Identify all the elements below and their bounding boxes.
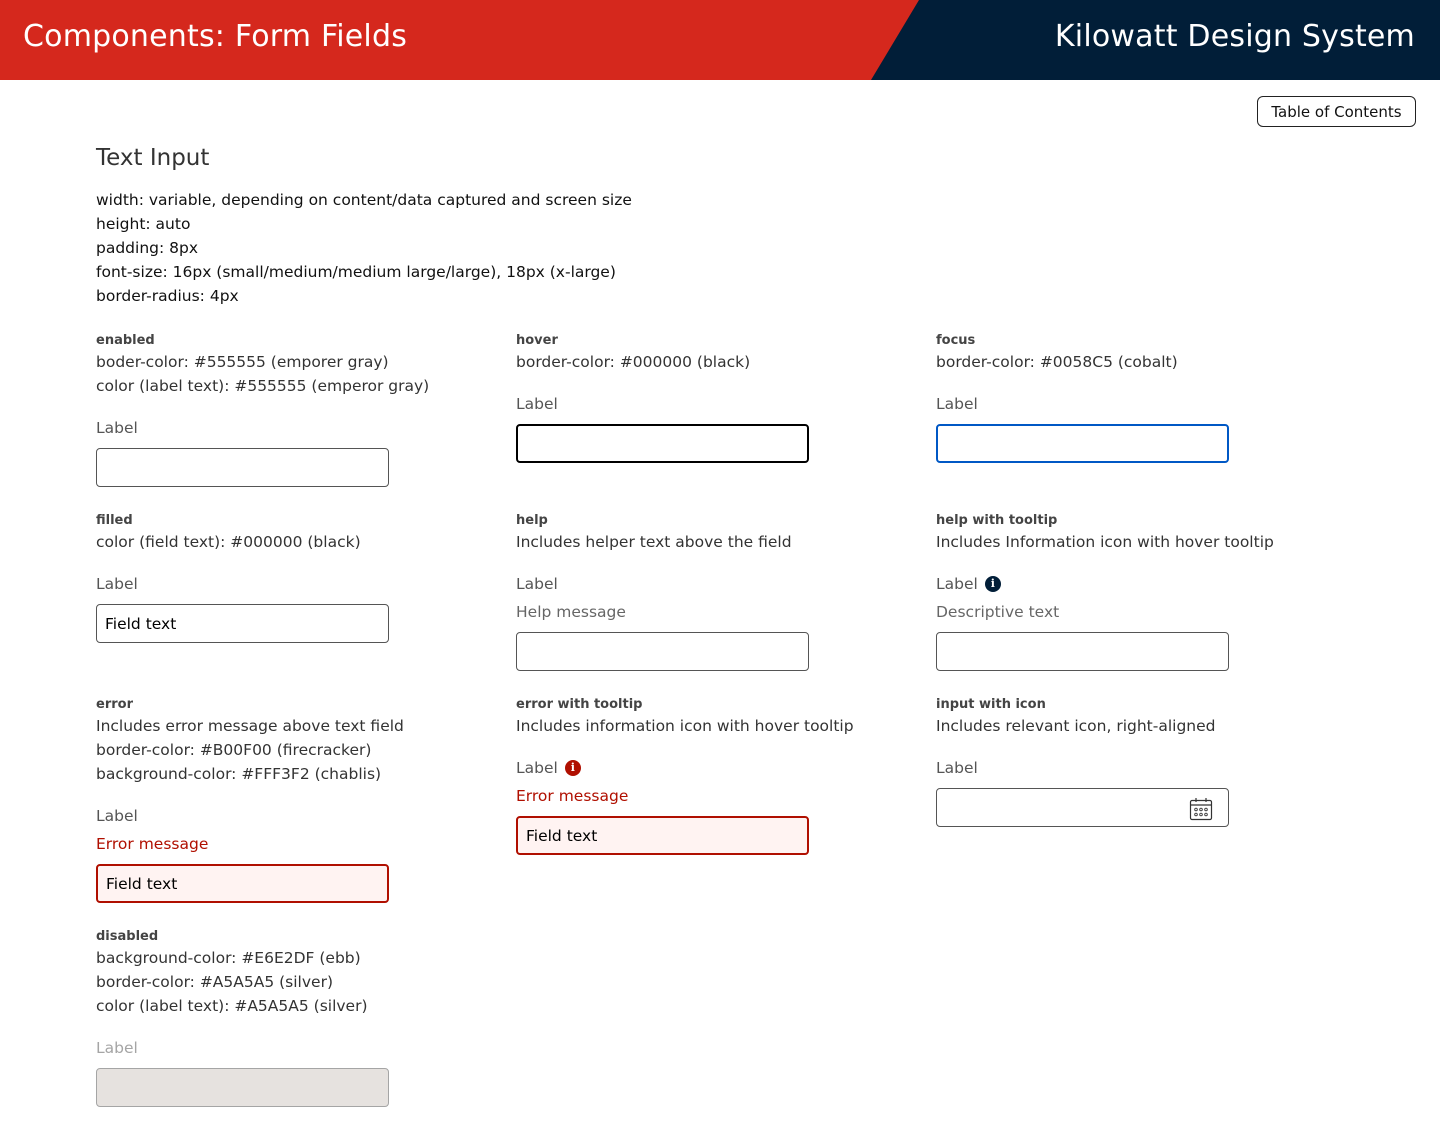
variant-focus (936, 332, 1326, 463)
page-title: Components: Form Fields (23, 19, 408, 54)
field-label: Label (936, 759, 978, 777)
state-desc: background-color: #FFF3F2 (chablis) (96, 765, 382, 783)
spec-border-radius: border-radius: 4px (96, 287, 239, 305)
field-label: Label i (516, 756, 906, 780)
focus-text-input[interactable] (936, 424, 1229, 463)
field-label: Label (516, 575, 558, 593)
filled-text-input[interactable] (96, 604, 389, 643)
state-heading: focus (936, 333, 976, 348)
state-desc: border-color: #A5A5A5 (silver) (96, 973, 333, 991)
spec-list (96, 188, 632, 308)
state-heading: filled (96, 513, 133, 528)
error-text-input[interactable] (96, 864, 389, 903)
state-heading: input with icon (936, 697, 1046, 712)
field-label: Label (96, 419, 138, 437)
state-desc: Includes error message above text field (96, 717, 404, 735)
state-heading: help with tooltip (936, 513, 1058, 528)
error-message: Error message (96, 835, 209, 853)
page-header (0, 0, 1440, 80)
spec-height: height: auto (96, 215, 191, 233)
help-message: Descriptive text (936, 603, 1060, 621)
error-tooltip-text-input[interactable] (516, 816, 809, 855)
variant-disabled (96, 928, 486, 1107)
field-label: Label (936, 395, 978, 413)
state-heading: error with tooltip (516, 697, 643, 712)
spec-width: width: variable, depending on content/data captured and screen size (96, 191, 632, 209)
field-value: Field text (105, 614, 177, 633)
field-label: Label (96, 1039, 138, 1057)
state-desc: border-color: #B00F00 (firecracker) (96, 741, 372, 759)
enabled-text-input[interactable] (96, 448, 389, 487)
variant-help-tooltip (936, 512, 1326, 671)
variant-error-tooltip (516, 696, 906, 855)
calendar-icon[interactable] (1189, 797, 1213, 821)
info-icon[interactable]: i (985, 576, 1001, 592)
state-desc: color (label text): #A5A5A5 (silver) (96, 997, 368, 1015)
state-desc: border-color: #000000 (black) (516, 353, 751, 371)
disabled-text-input (96, 1068, 389, 1107)
help-tooltip-text-input[interactable] (936, 632, 1229, 671)
help-message: Help message (516, 603, 626, 621)
variant-input-icon (936, 696, 1326, 827)
state-desc: Includes helper text above the field (516, 533, 792, 551)
state-desc: Includes Information icon with hover tooltip (936, 533, 1274, 551)
info-icon[interactable]: i (565, 760, 581, 776)
error-message: Error message (516, 787, 629, 805)
spec-padding: padding: 8px (96, 239, 199, 257)
section-title: Text Input (96, 145, 210, 171)
variant-enabled (96, 332, 486, 487)
brand-name: Kilowatt Design System (1054, 19, 1415, 54)
state-desc: Includes relevant icon, right-aligned (936, 717, 1216, 735)
state-desc: border-color: #0058C5 (cobalt) (936, 353, 1178, 371)
state-desc: boder-color: #555555 (emporer gray) (96, 353, 389, 371)
variant-error (96, 696, 486, 903)
state-heading: help (516, 513, 548, 528)
state-desc: Includes information icon with hover tooltip (516, 717, 854, 735)
field-value: Field text (526, 826, 598, 845)
variant-help (516, 512, 906, 671)
state-heading: error (96, 697, 133, 712)
field-value: Field text (106, 874, 178, 893)
state-heading: enabled (96, 333, 155, 348)
state-heading: disabled (96, 929, 159, 944)
spec-font-size: font-size: 16px (small/medium/medium large/large), 18px (x-large) (96, 263, 616, 281)
state-desc: color (label text): #555555 (emperor gray) (96, 377, 430, 395)
field-label: Label (96, 575, 138, 593)
table-of-contents-button[interactable]: Table of Contents (1257, 96, 1416, 127)
state-desc: background-color: #E6E2DF (ebb) (96, 949, 361, 967)
variant-filled (96, 512, 486, 643)
hover-text-input[interactable] (516, 424, 809, 463)
icon-text-input[interactable] (936, 788, 1229, 827)
help-text-input[interactable] (516, 632, 809, 671)
state-desc: color (field text): #000000 (black) (96, 533, 361, 551)
field-label: Label i (936, 572, 1326, 596)
field-label: Label (516, 395, 558, 413)
field-label: Label (96, 807, 138, 825)
state-heading: hover (516, 333, 558, 348)
variant-hover (516, 332, 906, 463)
